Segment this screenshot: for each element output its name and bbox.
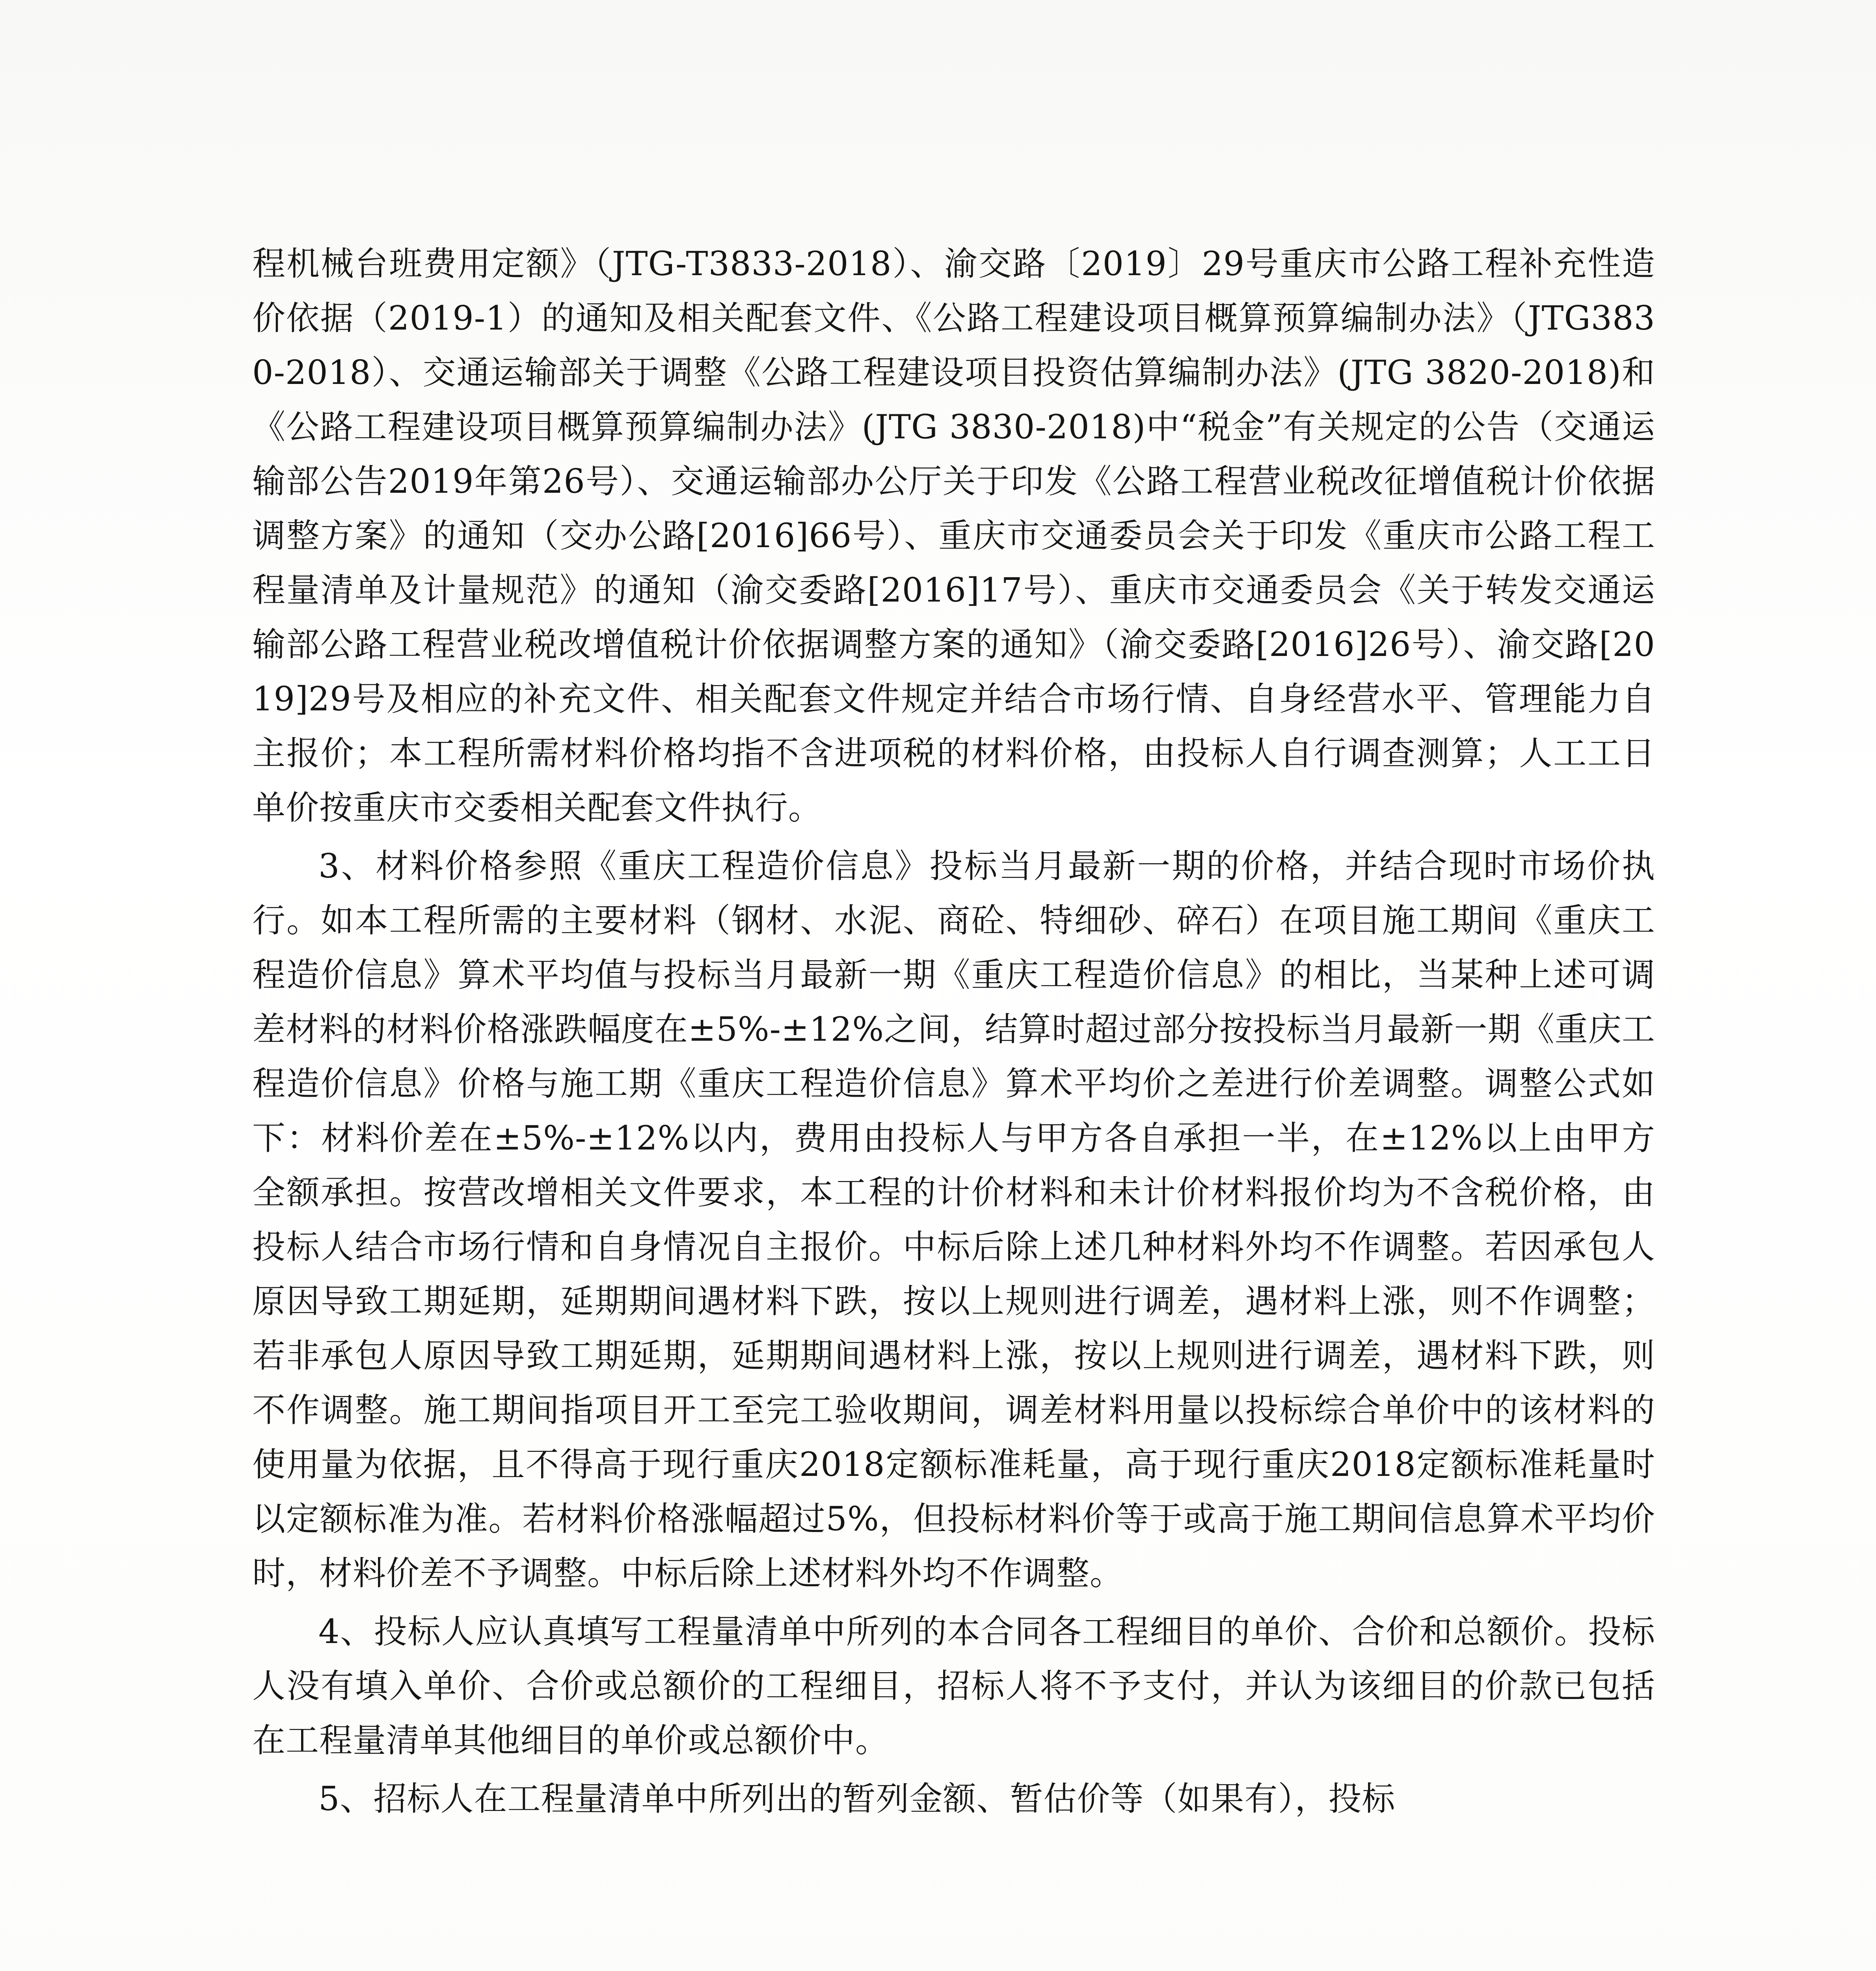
paragraph-item-4: 4、投标人应认真填写工程量清单中所列的本合同各工程细目的单价、合价和总额价。投标人没有填入单价、合价或总额价的工程细目，招标人将不予支付，并认为该细目的价款已包括在工程量清单其他细目的单价或总额价中。	[252, 1612, 1655, 1760]
paragraph-item-3: 3、材料价格参照《重庆工程造价信息》投标当月最新一期的价格，并结合现时市场价执行。如本工程所需的主要材料（钢材、水泥、商砼、特细砂、碎石）在项目施工期间《重庆工程造价信息》算术平均值与投标当月最新一期《重庆工程造价信息》的相比，当某种上述可调差材料的材料价格涨跌幅度在±5%-±12%之间，结算时超过部分按投标当月最新一期《重庆工程造价信息》价格与施工期《重庆工程造价信息》算术平均价之差进行价差调整。调整公式如下：材料价差在±5%-±12%以内，费用由投标人与甲方各自承担一半，在±12%以上由甲方全额承担。按营改增相关文件要求，本工程的计价材料和未计价材料报价均为不含税价格，由投标人结合市场行情和自身情况自主报价。中标后除上述几种材料外均不作调整。若因承包人原因导致工期延期，延期期间遇材料下跌，按以上规则进行调差，遇材料上涨，则不作调整；若非承包人原因导致工期延期，延期期间遇材料上涨，按以上规则进行调差，遇材料下跌，则不作调整。施工期间指项目开工至完工验收期间，调差材料用量以投标综合单价中的该材料的使用量为依据，且不得高于现行重庆2018定额标准耗量，高于现行重庆2018定额标准耗量时以定额标准为准。若材料价格涨幅超过5%，但投标材料价等于或高于施工期间信息算术平均价时，材料价差不予调整。中标后除上述材料外均不作调整。	[252, 847, 1655, 1593]
paragraph-item-5: 5、招标人在工程量清单中所列出的暂列金额、暂估价等（如果有），投标	[318, 1779, 1396, 1818]
document-body	[252, 237, 1655, 1830]
paragraph-continuation: 程机械台班费用定额》（JTG-T3833-2018）、渝交路〔2019〕29号重庆市公路工程补充性造价依据（2019-1）的通知及相关配套文件、《公路工程建设项目概算预算编制办法》（JTG3830-2018）、交通运输部关于调整《公路工程建设项目投资估算编制办法》(JTG 3820-2018)和《公路工程建设项目概算预算编制办法》(JTG 3830-2018)中“税金”有关规定的公告（交通运输部公告2019年第26号）、交通运输部办公厅关于印发《公路工程营业税改征增值税计价依据调整方案》的通知（交办公路[2016]66号）、重庆市交通委员会关于印发《重庆市公路工程工程量清单及计量规范》的通知（渝交委路[2016]17号）、重庆市交通委员会《关于转发交通运输部公路工程营业税改增值税计价依据调整方案的通知》（渝交委路[2016]26号）、渝交路[2019]29号及相应的补充文件、相关配套文件规定并结合市场行情、自身经营水平、管理能力自主报价；本工程所需材料价格均指不含进项税的材料价格，由投标人自行调查测算；人工工日单价按重庆市交委相关配套文件执行。	[252, 244, 1655, 827]
